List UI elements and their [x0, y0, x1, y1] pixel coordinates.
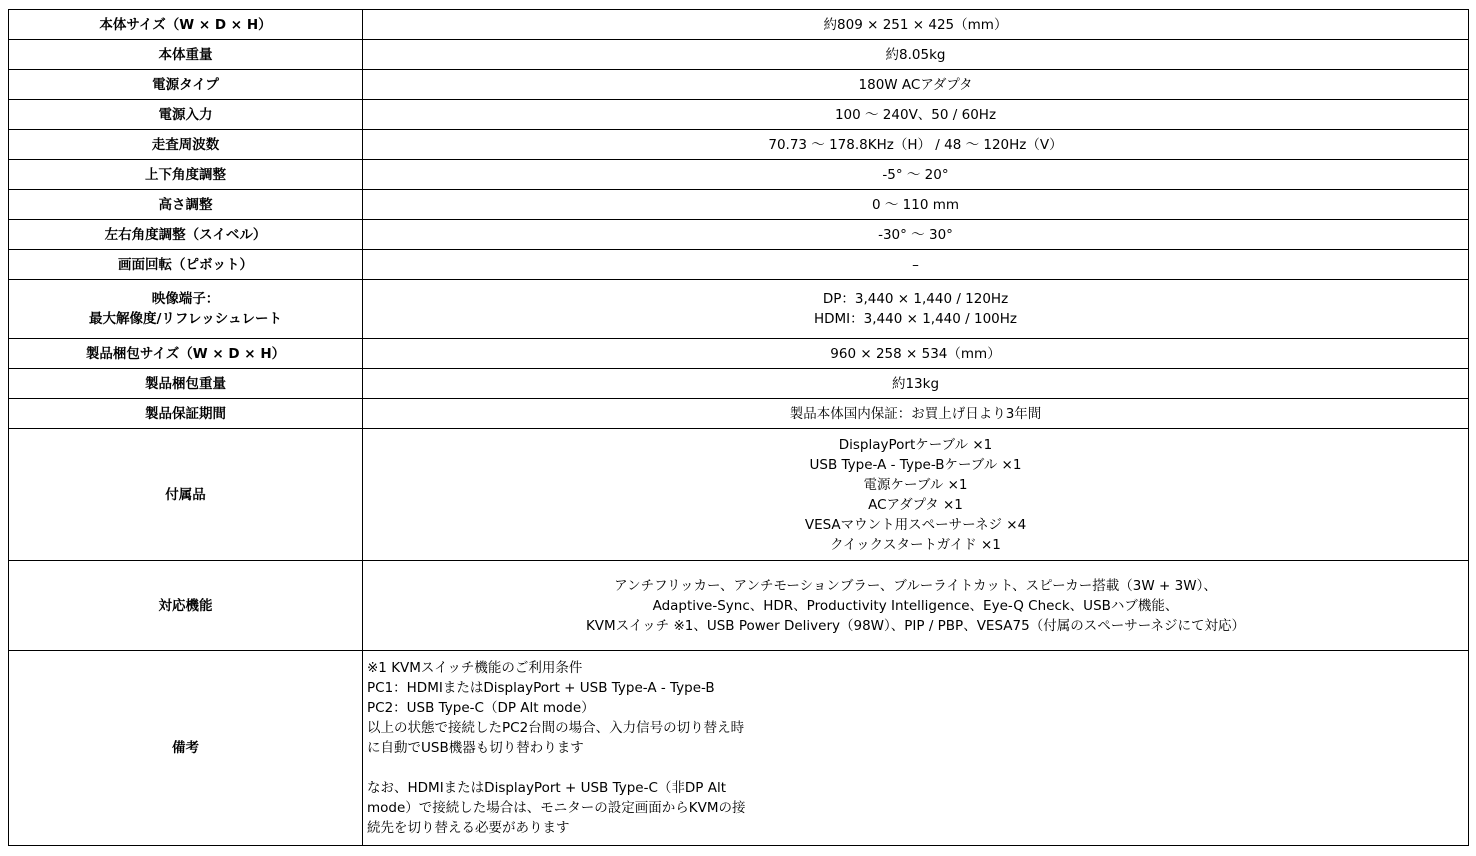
row-value	[363, 280, 1469, 339]
row-value: 約8.05kg	[363, 40, 1469, 70]
row-label: 対応機能	[9, 561, 363, 651]
row-value-line: DP：3,440 × 1,440 / 120Hz	[822, 291, 1009, 307]
row-value	[363, 561, 1469, 651]
row-label-line: 映像端子：	[151, 291, 220, 307]
row-value: 100 ～ 240V、50 / 60Hz	[363, 100, 1469, 130]
spec-row-package-size	[9, 339, 1469, 369]
note-spacer	[367, 758, 1462, 778]
spec-row-package-weight	[9, 369, 1469, 399]
feature-line: Adaptive-Sync、HDR、Productivity Intelligence、Eye-Q Check、USBハブ機能、	[652, 597, 1179, 614]
spec-row-power-type	[9, 70, 1469, 100]
row-label: 製品梱包重量	[9, 369, 363, 399]
row-value-line: HDMI：3,440 × 1,440 / 100Hz	[813, 311, 1017, 327]
accessory-item: USB Type-A - Type-Bケーブル ×1	[809, 456, 1022, 473]
row-label: 本体重量	[9, 40, 363, 70]
spec-row-accessories	[9, 429, 1469, 561]
spec-row-body-weight	[9, 40, 1469, 70]
row-value: -5° ～ 20°	[363, 160, 1469, 190]
feature-line: KVMスイッチ ※1、USB Power Delivery（98W）、PIP / PBP、VESA75（付属のスペーサーネジにて対応）	[585, 617, 1246, 634]
row-label: 付属品	[9, 429, 363, 561]
note-line: ※1 KVMスイッチ機能のご利用条件	[367, 660, 583, 676]
row-value	[363, 651, 1469, 846]
row-value: -30° ～ 30°	[363, 220, 1469, 250]
row-label: 本体サイズ（W × D × H）	[9, 10, 363, 40]
accessory-item: VESAマウント用スペーサーネジ ×4	[804, 516, 1027, 533]
row-label	[9, 280, 363, 339]
spec-row-features	[9, 561, 1469, 651]
spec-row-body-size	[9, 10, 1469, 40]
row-label: 製品保証期間	[9, 399, 363, 429]
accessory-item: ACアダプタ ×1	[868, 496, 963, 513]
spec-row-video-ports	[9, 280, 1469, 339]
note-line: PC2：USB Type-C（DP Alt mode）	[367, 700, 595, 716]
row-label: 電源タイプ	[9, 70, 363, 100]
row-value: 0 ～ 110 mm	[363, 190, 1469, 220]
note-line: 以上の状態で接続したPC2台間の場合、入力信号の切り替え時	[367, 720, 745, 736]
spec-row-height-adjust	[9, 190, 1469, 220]
note-line: なお、HDMIまたはDisplayPort + USB Type-C（非DP Alt	[367, 780, 727, 796]
row-label-line: 最大解像度/リフレッシュレート	[89, 311, 282, 327]
row-value: 約809 × 251 × 425（mm）	[363, 10, 1469, 40]
row-label: 製品梱包サイズ（W × D × H）	[9, 339, 363, 369]
note-line: に自動でUSB機器も切り替わります	[367, 740, 584, 756]
row-value: –	[363, 250, 1469, 280]
row-label: 備考	[9, 651, 363, 846]
accessory-item: DisplayPortケーブル ×1	[838, 436, 993, 453]
spec-table	[8, 9, 1469, 846]
spec-row-warranty	[9, 399, 1469, 429]
note-line: mode）で接続した場合は、モニターの設定画面からKVMの接	[367, 800, 746, 816]
row-label: 走査周波数	[9, 130, 363, 160]
row-label: 画面回転（ピボット）	[9, 250, 363, 280]
spec-row-scan-frequency	[9, 130, 1469, 160]
row-label: 左右角度調整（スイベル）	[9, 220, 363, 250]
spec-row-swivel	[9, 220, 1469, 250]
row-label: 電源入力	[9, 100, 363, 130]
spec-row-tilt	[9, 160, 1469, 190]
note-line: PC1：HDMIまたはDisplayPort + USB Type-A - Type-B	[367, 680, 715, 696]
row-value: 70.73 ～ 178.8KHz（H） / 48 ～ 120Hz（V）	[363, 130, 1469, 160]
row-label: 上下角度調整	[9, 160, 363, 190]
row-value: 製品本体国内保証：お買上げ日より3年間	[363, 399, 1469, 429]
accessory-item: 電源ケーブル ×1	[863, 476, 968, 493]
row-value	[363, 429, 1469, 561]
accessory-item: クイックスタートガイド ×1	[830, 536, 1001, 553]
spec-row-notes	[9, 651, 1469, 846]
row-value: 960 × 258 × 534（mm）	[363, 339, 1469, 369]
spec-row-pivot	[9, 250, 1469, 280]
note-line: 続先を切り替える必要があります	[367, 820, 570, 836]
row-value: 180W ACアダプタ	[363, 70, 1469, 100]
row-label: 高さ調整	[9, 190, 363, 220]
spec-row-power-input	[9, 100, 1469, 130]
row-value: 約13kg	[363, 369, 1469, 399]
feature-line: アンチフリッカー、アンチモーションブラー、ブルーライトカット、スピーカー搭載（3W + 3W）、	[614, 577, 1217, 594]
